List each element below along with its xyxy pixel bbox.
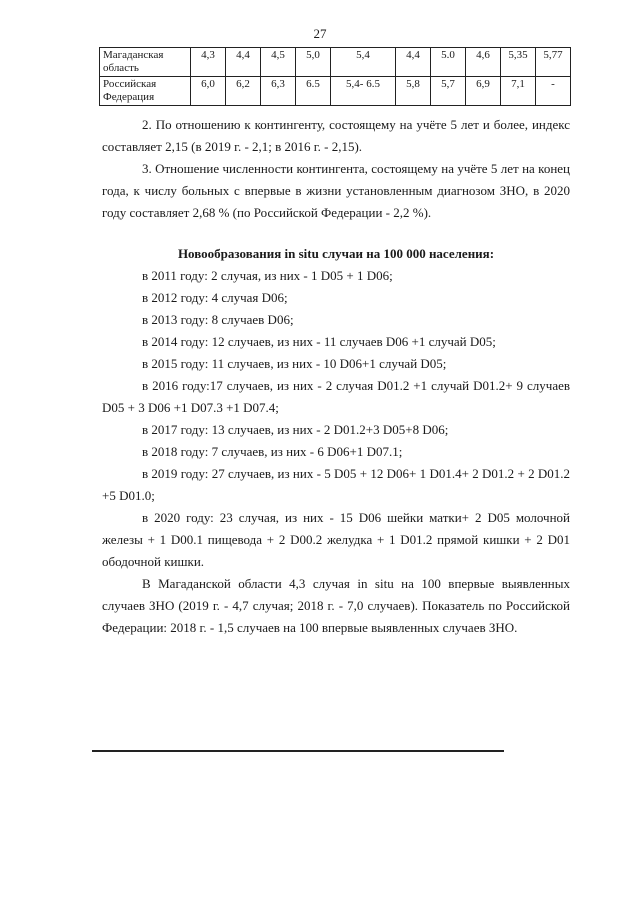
paragraph-ratio: 3. Отношение численности контингента, состоящему на учёте 5 лет на конец года, к числу больных с впервые в жизни установленным диагнозом ЗНО, в 2020 году составляет 2,68 % (по Российской Федерации - 2,2 %). [102, 161, 570, 220]
table-row [100, 48, 571, 77]
year-line: в 2018 году: 7 случаев, из них - 6 D06+1 D07.1; [142, 444, 403, 459]
table-row [100, 77, 571, 106]
value-cell: 6.5 [296, 77, 331, 106]
year-line: в 2015 году: 11 случаев, из них - 10 D06+1 случай D05; [142, 356, 447, 371]
value-cell: 4,5 [261, 48, 296, 77]
value-cell: 5,7 [431, 77, 466, 106]
value-cell: 5,4 [331, 48, 396, 77]
statistics-table [99, 47, 571, 106]
region-cell: Магаданская область [100, 48, 191, 77]
value-cell: 4,6 [466, 48, 501, 77]
value-cell: 4,4 [396, 48, 431, 77]
value-cell: 6,0 [191, 77, 226, 106]
year-line: в 2011 году: 2 случая, из них - 1 D05 + 1 D06; [142, 268, 393, 283]
year-line: в 2014 году: 12 случаев, из них - 11 случаев D06 +1 случай D05; [142, 334, 496, 349]
value-cell: 7,1 [501, 77, 536, 106]
value-cell: - [536, 77, 571, 106]
value-cell: 4,3 [191, 48, 226, 77]
year-line: в 2012 году: 4 случая D06; [142, 290, 288, 305]
value-cell: 5,35 [501, 48, 536, 77]
value-cell: 5,0 [296, 48, 331, 77]
value-cell: 5,4- 6.5 [331, 77, 396, 106]
footer-divider [92, 750, 504, 752]
value-cell: 5,8 [396, 77, 431, 106]
paragraph-index: 2. По отношению к контингенту, состоящему на учёте 5 лет и более, индекс составляет 2,15 (в 2019 г. - 2,1; в 2016 г. - 2,15). [102, 117, 570, 154]
value-cell: 4,4 [226, 48, 261, 77]
year-line: в 2019 году: 27 случаев, из них - 5 D05 + 12 D06+ 1 D01.4+ 2 D01.2 + 2 D01.2 +5 D01.0; [102, 466, 570, 503]
page-number: 27 [313, 26, 327, 41]
year-line: в 2020 году: 23 случая, из них - 15 D06 шейки матки+ 2 D05 молочной железы + 1 D00.1 пищевода + 2 D00.2 желудка + 1 D01.2 прямой кишки + 2 D01 ободочной кишки. [102, 510, 570, 569]
value-cell: 6,9 [466, 77, 501, 106]
value-cell: 6,3 [261, 77, 296, 106]
year-line: в 2016 году:17 случаев, из них - 2 случая D01.2 +1 случай D01.2+ 9 случаев D05 + 3 D06 +1 D07.3 +1 D07.4; [102, 378, 570, 415]
region-cell: Российская Федерация [100, 77, 191, 106]
value-cell: 5.0 [431, 48, 466, 77]
value-cell: 5,77 [536, 48, 571, 77]
year-line: в 2017 году: 13 случаев, из них - 2 D01.2+3 D05+8 D06; [142, 422, 449, 437]
value-cell: 6,2 [226, 77, 261, 106]
year-line: в 2013 году: 8 случаев D06; [142, 312, 294, 327]
section-heading: Новообразования in situ случаи на 100 000 населения: [177, 246, 495, 261]
paragraph-final: В Магаданской области 4,3 случая in situ на 100 впервые выявленных случаев ЗНО (2019 г. - 4,7 случая; 2018 г. - 7,0 случаев). Показатель по Российской Федерации: 2018 г. - 1,5 случаев на 100 впервые выявленных случаев ЗНО. [102, 576, 570, 635]
